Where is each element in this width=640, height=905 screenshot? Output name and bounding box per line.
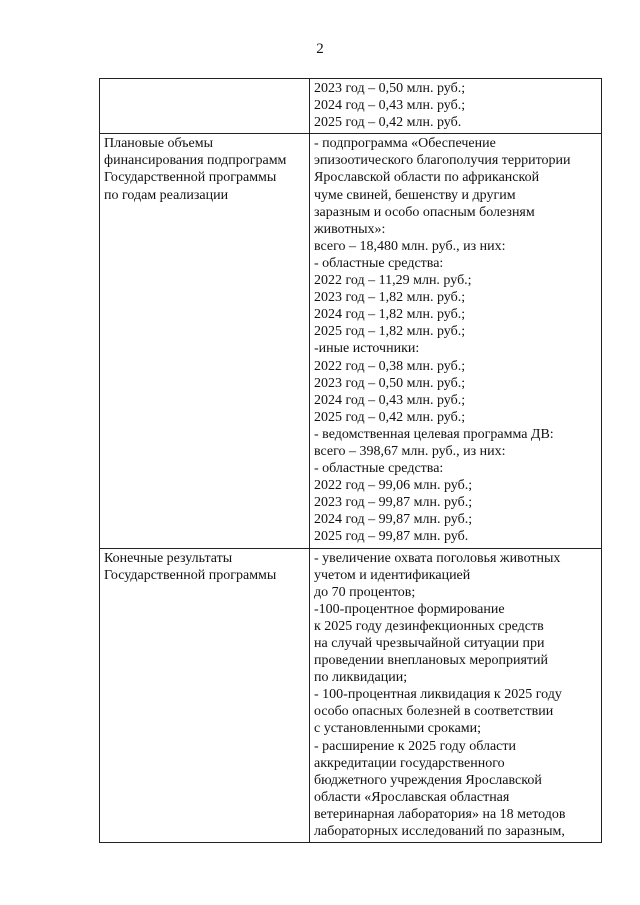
text-line: эпизоотического благополучия территории [314,153,571,169]
text-line: 2024 год – 1,82 млн. руб.; [314,307,466,323]
page-number: 2 [316,41,324,57]
text-line: ветеринарная лаборатория» на 18 методов [314,806,566,822]
text-line: 2024 год – 0,43 млн. руб.; [314,98,466,114]
table-row-final-results [100,548,602,843]
text-line: 2022 год – 0,38 млн. руб.; [314,358,466,374]
text-line: 2023 год – 1,82 млн. руб.; [314,290,466,306]
row-label-cell [100,134,310,548]
table-row-financing-continuation [100,79,602,134]
text-line: заразным и особо опасным болезням [314,204,535,220]
text-line: на случай чрезвычайной ситуации при [314,636,545,651]
text-line: области «Ярославская областная [314,789,510,805]
row-content-cell [310,134,602,548]
text-line: 2025 год – 0,42 млн. руб.; [314,409,466,425]
text-line: Плановые объемы [104,136,214,152]
text-line: 2024 год – 99,87 млн. руб.; [314,512,473,528]
text-line: 2025 год – 99,87 млн. руб. [314,529,469,545]
table-row-planned-financing [100,134,602,548]
text-line: по годам реализации [104,187,229,203]
row-content-cell [310,548,602,843]
text-line: - 100-процентная ликвидация к 2025 году [314,687,562,703]
text-line: 2025 год – 0,42 млн. руб. [314,115,462,131]
text-line: проведении внеплановых мероприятий [314,653,548,669]
text-line: -100-процентное формирование [314,601,505,617]
text-line: животных»: [314,221,386,237]
text-line: всего – 18,480 млн. руб., из них: [314,238,506,254]
text-line: Конечные результаты [104,550,233,566]
text-line: Ярославской области по африканской [314,170,540,186]
text-line: учетом и идентификацией [314,567,471,583]
passport-table [99,78,602,843]
text-line: - областные средства: [314,461,444,477]
text-line: -иные источники: [314,341,420,357]
text-line: 2023 год – 0,50 млн. руб.; [314,81,466,96]
text-line: с установленными сроками; [314,721,482,737]
text-line: - ведомственная целевая программа ДВ: [314,426,554,442]
text-line: - увеличение охвата поголовья животных [314,550,561,566]
text-line: 2022 год – 99,06 млн. руб.; [314,478,473,494]
text-line: Государственной программы [104,170,277,186]
text-line: - подпрограмма «Обеспечение [314,136,496,152]
text-line: к 2025 году дезинфекционных средств [314,618,544,634]
text-line: по ликвидации; [314,670,408,686]
text-line: - областные средства: [314,255,444,271]
text-line: чуме свиней, бешенству и другим [314,187,516,203]
text-line: финансирования подпрограмм [104,153,287,169]
text-line: 2023 год – 0,50 млн. руб.; [314,375,466,391]
row-label-cell [100,548,310,843]
text-line: бюджетного учреждения Ярославской [314,772,542,788]
text-line: - расширение к 2025 году области [314,738,516,754]
text-line: лабораторных исследований по заразным, [314,824,565,840]
row-content-cell [310,79,602,134]
text-line: аккредитации государственного [314,755,505,771]
text-line: до 70 процентов; [314,584,416,600]
text-line: 2024 год – 0,43 млн. руб.; [314,392,466,408]
row-label-cell [100,79,310,134]
text-line: Государственной программы [104,567,277,583]
text-line: всего – 398,67 млн. руб., из них: [314,443,506,459]
text-line: 2022 год – 11,29 млн. руб.; [314,273,472,289]
text-line: особо опасных болезней в соответствии [314,704,554,720]
text-line: 2023 год – 99,87 млн. руб.; [314,495,473,511]
text-line: 2025 год – 1,82 млн. руб.; [314,324,466,340]
